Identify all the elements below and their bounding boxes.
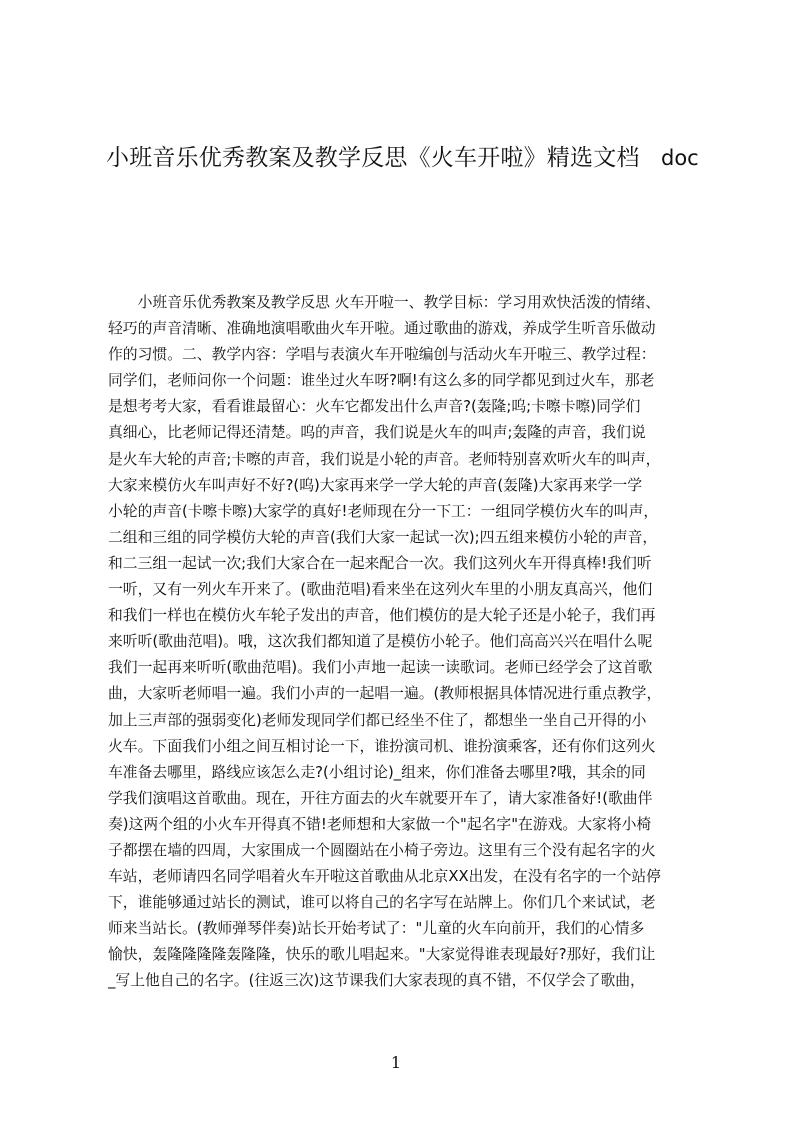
title-doc-suffix: doc [661,146,699,170]
body-line: 火车。下面我们小组之间互相讨论一下，谁扮演司机、谁扮演乘客，还有你们这列火 [108,737,656,755]
body-line: 曲，大家听老师唱一遍。我们小声的一起唱一遍。(教师根据具体情况进行重点教学， [108,685,662,703]
body-line: 二组和三组的同学模仿大轮的声音(我们大家一起试一次);四五组来模仿小轮的声音， [108,528,658,546]
body-line: 车站，老师请四名同学唱着火车开啦这首歌曲从北京XX出发，在没有名字的一个站停 [108,868,661,886]
body-line: 我们一起再来听听(歌曲范唱)。我们小声地一起读一读歌词。老师已经学会了这首歌 [108,659,653,677]
body-line: 子都摆在墙的四周，大家围成一个圆圈站在小椅子旁边。这里有三个没有起名字的火 [108,841,656,859]
page-title: 小班音乐优秀教案及教学反思《火车开啦》精选文档 [106,145,640,171]
body-line: 小班音乐优秀教案及教学反思 火车开啦一、教学目标：学习用欢快活泼的情绪、 [108,294,661,311]
body-line: 和二三组一起试一次;我们大家合在一起来配合一次。我们这列火车开得真棒!我们听 [108,554,652,572]
body-line: 师来当站长。(教师弹琴伴奏)站长开始考试了："儿童的火车向前开，我们的心情多 [108,920,645,938]
body-line: 是想考考大家，看看谁最留心：火车它都发出什么声音?(轰隆;呜;卡嚓卡嚓)同学们 [108,398,641,416]
body-line: 一听，又有一列火车开来了。(歌曲范唱)看来坐在这列火车里的小朋友真高兴，他们 [108,581,653,599]
body-line: 加上三声部的强弱变化)老师发现同学们都已经坐不住了，都想坐一坐自己开得的小 [108,711,647,729]
body-line: 和我们一样也在模仿火车轮子发出的声音，他们模仿的是大轮子还是小轮子，我们再 [108,607,656,625]
body-line: 奏)这两个组的小火车开得真不错!老师想和大家做一个"起名字"在游戏。大家将小椅 [108,815,652,833]
body-line: 轻巧的声音清晰、准确地演唱歌曲火车开啦。通过歌曲的游戏，养成学生听音乐做动 [108,320,656,338]
body-line: 大家来模仿火车叫声好不好?(呜)大家再来学一学大轮的声音(轰隆)大家再来学一学 [108,476,643,494]
body-line: 学我们演唱这首歌曲。现在，开往方面去的火车就要开车了，请大家准备好!(歌曲伴 [108,789,653,807]
body-line: 车准备去哪里，路线应该怎么走?(小组讨论)_组来，你们准备去哪里?哦，其余的同 [108,763,646,781]
page-number: 1 [390,1053,402,1072]
title-row [106,142,706,176]
body-line: 来听听(歌曲范唱)。哦，这次我们都知道了是模仿小轮子。他们高高兴兴在唱什么呢 [108,633,653,651]
body-line: 是火车大轮的声音;卡嚓的声音，我们说是小轮的声音。老师特别喜欢听火车的叫声， [108,450,661,468]
body-line: 愉快，轰隆隆隆隆轰隆隆，快乐的歌儿唱起来。"大家觉得谁表现最好?那好，我们让 [108,946,656,964]
body-line: _写上他自己的名字。(往返三次)这节课我们大家表现的真不错，不仅学会了歌曲， [108,972,645,990]
body-line: 同学们，老师问你一个问题：谁坐过火车呀?啊!有这么多的同学都见到过火车，那老 [108,372,655,390]
body-line: 下，谁能够通过站长的测试，谁可以将自己的名字写在站牌上。你们几个来试试，老 [108,894,656,912]
body-text [108,290,698,995]
body-line: 小轮的声音(卡嚓卡嚓)大家学的真好!老师现在分一下工：一组同学模仿火车的叫声， [108,502,659,520]
body-line: 作的习惯。二、教学内容：学唱与表演火车开啦编创与活动火车开啦三、教学过程： [108,346,656,364]
body-line: 真细心，比老师记得还清楚。呜的声音，我们说是火车的叫声;轰隆的声音，我们说 [108,424,646,442]
